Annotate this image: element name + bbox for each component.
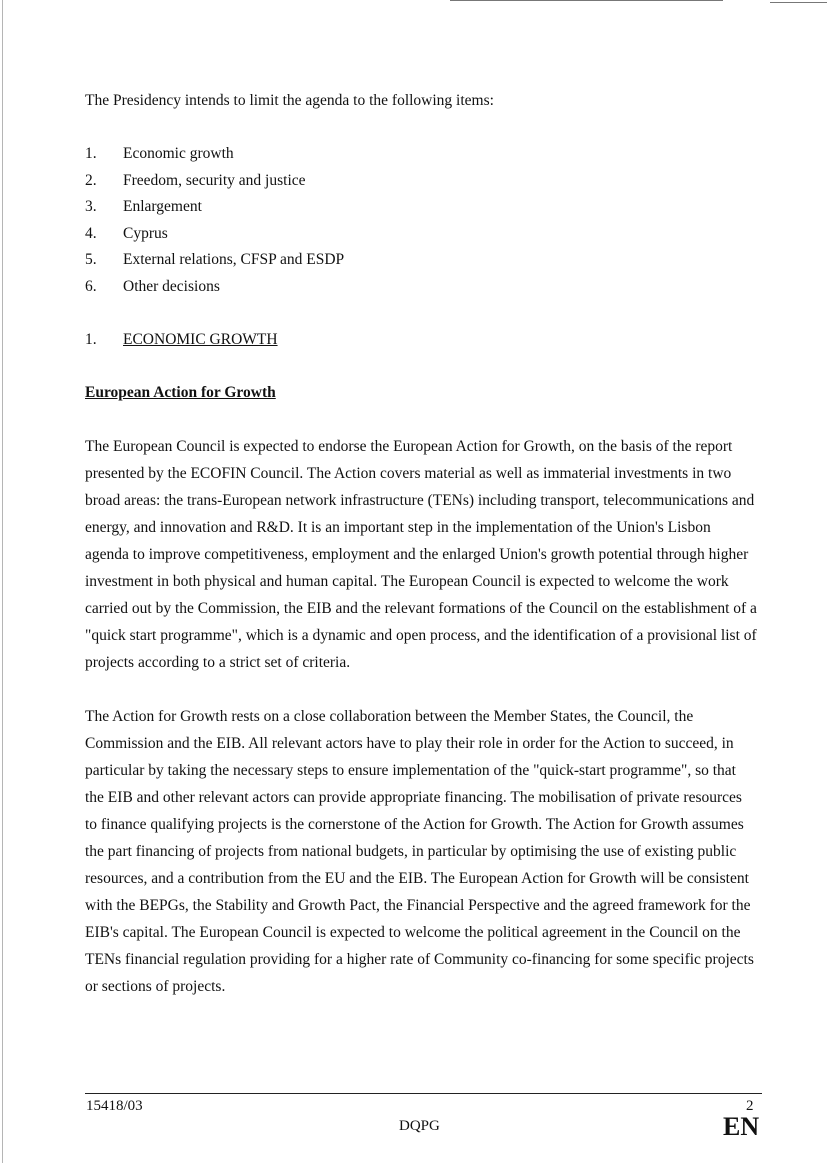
footer-rule bbox=[85, 1093, 762, 1094]
agenda-number: 6. bbox=[85, 277, 97, 295]
document-reference: 15418/03 bbox=[86, 1098, 143, 1114]
document-body bbox=[85, 87, 757, 1000]
page-number: 2 bbox=[746, 1098, 754, 1114]
document-code: DQPG bbox=[399, 1118, 440, 1134]
agenda-item bbox=[85, 246, 757, 273]
agenda-item bbox=[85, 220, 757, 247]
agenda-list bbox=[85, 140, 757, 300]
body-paragraph: The Action for Growth rests on a close collaboration between the Member States, the Council, the Commission and the EIB. All relevant actors have to play their role in order for the Action to succeed, in particular by taking the necessary steps to ensure implementation of the "quick-start programme", so that the EIB and other relevant actors can provide appropriate financing. The mobilisation of private resources to finance qualifying projects is the cornerstone of the Action for Growth. The Action for Growth assumes the part financing of projects from national budgets, in particular by optimising the use of existing public resources, and a contribution from the EU and the EIB. The European Action for Growth will be consistent with the BEPGs, the Stability and Growth Pact, the Financial Perspective and the agreed framework for the EIB's capital. The European Council is expected to welcome the political agreement in the Council on the TENs financial regulation providing for a higher rate of Community co-financing for some specific projects or sections of projects. bbox=[85, 707, 754, 995]
agenda-number: 4. bbox=[85, 224, 97, 242]
subsection-title: European Action for Growth bbox=[85, 383, 276, 401]
page-edge-line bbox=[2, 0, 3, 1163]
agenda-number: 1. bbox=[85, 145, 97, 162]
agenda-number: 2. bbox=[85, 171, 97, 189]
section-title: ECONOMIC GROWTH bbox=[123, 330, 278, 348]
agenda-label: Economic growth bbox=[123, 145, 234, 162]
agenda-label: Cyprus bbox=[123, 224, 168, 242]
agenda-number: 5. bbox=[85, 251, 97, 269]
agenda-item bbox=[85, 140, 757, 167]
header-rule-right bbox=[770, 2, 827, 3]
body-paragraph: The European Council is expected to endorse the European Action for Growth, on the basis of the report presented by the ECOFIN Council. The Action covers material as well as immaterial investments in two broad areas: the trans-European network infrastructure (TENs) including transport, telecommunications and energy, and innovation and R&D. It is an important step in the implementation of the Union's Lisbon agenda to improve competitiveness, employment and the enlarged Union's growth potential through higher investment in both physical and human capital. The European Council is expected to welcome the work carried out by the Commission, the EIB and the relevant formations of the Council on the establishment of a "quick start programme", which is a dynamic and open process, and the identification of a provisional list of projects according to a strict set of criteria. bbox=[85, 437, 757, 671]
section-number: 1. bbox=[85, 330, 97, 348]
agenda-label: External relations, CFSP and ESDP bbox=[123, 251, 345, 269]
agenda-intro: The Presidency intends to limit the agenda to the following items: bbox=[85, 92, 494, 109]
section-heading bbox=[85, 326, 757, 353]
agenda-label: Enlargement bbox=[123, 198, 202, 216]
agenda-label: Freedom, security and justice bbox=[123, 171, 306, 189]
language-code: EN bbox=[723, 1112, 760, 1141]
header-rule bbox=[450, 0, 723, 1]
agenda-item bbox=[85, 167, 757, 194]
agenda-item bbox=[85, 273, 757, 300]
agenda-label: Other decisions bbox=[123, 277, 220, 295]
agenda-item bbox=[85, 193, 757, 220]
agenda-number: 3. bbox=[85, 198, 97, 216]
